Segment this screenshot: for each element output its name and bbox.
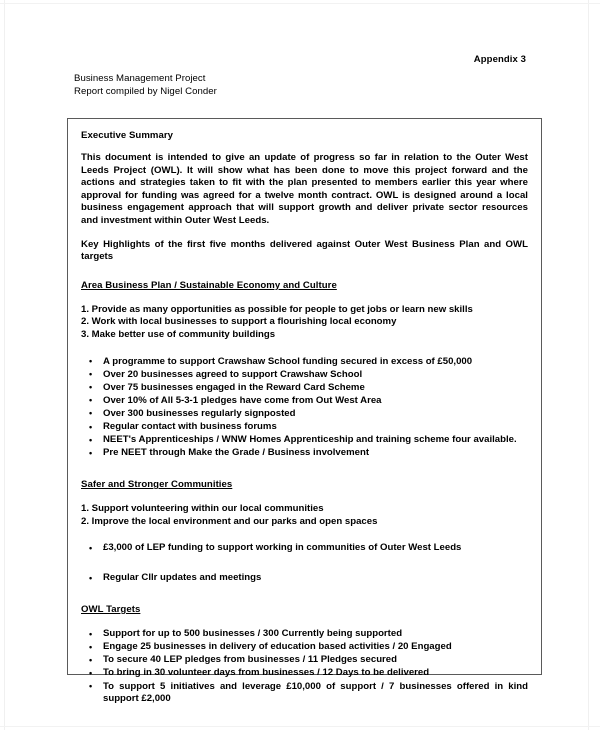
- spacer: [81, 342, 528, 356]
- list-item: • Over 20 businesses agreed to support Crawshaw School: [81, 369, 528, 382]
- list-item: 3. Make better use of community buildings: [81, 328, 276, 340]
- area-business-plan-bullet-list: [81, 356, 528, 460]
- list-item: • Engage 25 businesses in delivery of education based activities / 20 Engaged: [81, 641, 528, 654]
- list-item: • To bring in 30 volunteer days from businesses / 12 Days to be delivered: [81, 667, 528, 680]
- document-header: [74, 72, 217, 98]
- safer-stronger-heading-wrap: [81, 474, 528, 492]
- list-item: • Support for up to 500 businesses / 300 Currently being supported: [81, 628, 528, 641]
- area-business-plan-heading-wrap: [81, 275, 528, 293]
- document-title: Business Management Project: [74, 73, 206, 84]
- owl-targets-heading: OWL Targets: [81, 604, 141, 616]
- appendix-label: Appendix 3: [473, 54, 526, 65]
- list-item: 2. Work with local businesses to support a flourishing local economy: [81, 316, 397, 328]
- spacer: [81, 528, 528, 542]
- list-item: • Over 10% of All 5-3-1 pledges have come from Out West Area: [81, 395, 528, 408]
- list-item: • Over 300 businesses regularly signposted: [81, 408, 528, 421]
- area-business-plan-numbered-list: [81, 304, 528, 342]
- list-item: • A programme to support Crawshaw School funding secured in excess of £50,000: [81, 356, 528, 369]
- spacer: [81, 460, 528, 474]
- spacer: [81, 264, 528, 275]
- content-frame: [67, 118, 542, 705]
- document-author: Report compiled by Nigel Conder: [74, 86, 217, 98]
- list-item: • Regular contact with business forums: [81, 421, 528, 434]
- executive-summary-paragraph: This document is intended to give an update of progress so far in relation to the Outer West Leeds Project (OWL). It will show what has been done to move this project forward and the actions and strategies taken to fit with the plan presented to members earlier this year where approval for funding was agreed for a twelve month contract. OWL is designed around a local business engagement approach that will support growth and deliver private sector resources and investment within Outer West Leeds.: [81, 152, 528, 226]
- list-item: • £3,000 of LEP funding to support working in communities of Outer West Leeds: [81, 542, 528, 555]
- spacer: [81, 293, 528, 304]
- executive-summary-title: Executive Summary: [81, 130, 174, 141]
- spacer: [81, 617, 528, 628]
- spacer: [81, 492, 528, 503]
- safer-stronger-numbered-list: [81, 503, 528, 528]
- key-highlights-paragraph: Key Highlights of the first five months delivered against Outer West Business Plan and OWL targets: [81, 238, 528, 263]
- list-item: • NEET's Apprenticeships / WNW Homes Apprenticeship and training scheme four available.: [81, 434, 528, 447]
- list-item: 1. Support volunteering within our local communities: [81, 503, 324, 515]
- list-item: • Over 75 businesses engaged in the Reward Card Scheme: [81, 382, 528, 395]
- list-item: • Regular Cllr updates and meetings: [81, 572, 528, 585]
- list-item: • To secure 40 LEP pledges from businesses / 11 Pledges secured: [81, 654, 528, 667]
- owl-targets-bullet-list: [81, 628, 528, 706]
- spacer: [81, 585, 528, 599]
- page-edge-bottom: [0, 726, 600, 727]
- owl-targets-heading-wrap: [81, 599, 528, 617]
- list-item: 1. Provide as many opportunities as possible for people to get jobs or learn new skills: [81, 303, 473, 315]
- area-business-plan-heading: Area Business Plan / Sustainable Economy and Culture: [81, 279, 337, 291]
- list-item: • To support 5 initiatives and leverage £10,000 of support / 7 businesses offered in kind support £2,000: [81, 681, 528, 706]
- page-edge-top: [0, 3, 600, 4]
- page-edge-left: [4, 0, 5, 730]
- safer-stronger-heading: Safer and Stronger Communities: [81, 479, 233, 491]
- list-item: • Pre NEET through Make the Grade / Business involvement: [81, 447, 528, 460]
- page-edge-right: [588, 0, 589, 730]
- list-item: 2. Improve the local environment and our parks and open spaces: [81, 515, 378, 527]
- safer-stronger-bullet-list: [81, 542, 528, 584]
